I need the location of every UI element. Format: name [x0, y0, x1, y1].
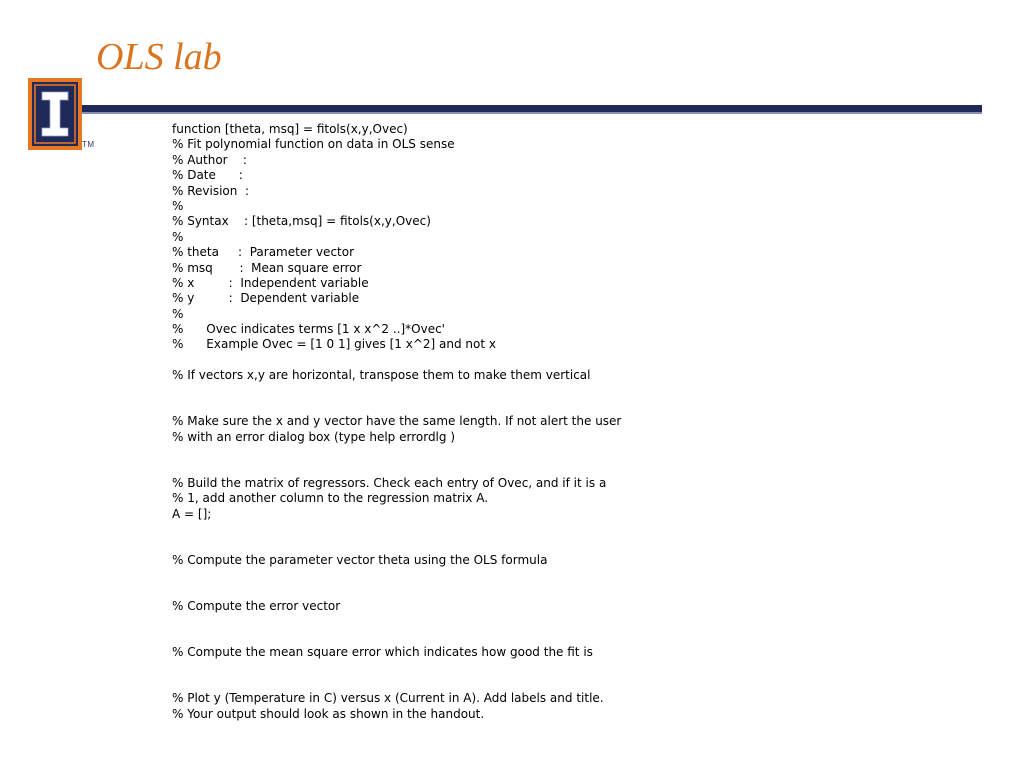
code-line: % msq : Mean square error: [172, 260, 362, 275]
code-line: [172, 538, 952, 553]
header-rule: [82, 105, 982, 112]
code-line: % x : Independent variable: [172, 275, 369, 290]
code-line: % with an error dialog box (type help errordlg ): [172, 429, 456, 444]
code-line: [172, 568, 952, 583]
header-rule-shadow: [82, 112, 982, 114]
code-line: % Date :: [172, 168, 243, 183]
code-line: % Author :: [172, 152, 247, 167]
code-line: [172, 584, 952, 599]
code-line: [172, 630, 952, 645]
code-line: function [theta, msq] = fitols(x,y,Ovec): [172, 122, 408, 136]
code-line: % Syntax : [theta,msq] = fitols(x,y,Ovec): [172, 214, 431, 229]
illinois-i-logo-icon: [28, 78, 82, 150]
code-line: % Compute the parameter vector theta using the OLS formula: [172, 552, 548, 567]
code-line: [172, 615, 952, 630]
code-line: % Ovec indicates terms [1 x x^2 ..]*Ovec': [172, 322, 445, 337]
code-line: % y : Dependent variable: [172, 291, 360, 306]
code-line: [172, 353, 952, 368]
code-line: %: [172, 229, 184, 244]
code-line: [172, 384, 952, 399]
trademark-label: TM: [82, 140, 95, 149]
code-line: [172, 676, 952, 691]
slide-title: OLS lab: [96, 36, 222, 78]
code-line: % Your output should look as shown in the handout.: [172, 706, 485, 721]
code-line: [172, 399, 952, 414]
code-line: % Compute the error vector: [172, 599, 341, 614]
code-line: [172, 445, 952, 460]
code-line: % Compute the mean square error which indicates how good the fit is: [172, 645, 593, 660]
code-line: [172, 522, 952, 537]
code-line: A = [];: [172, 506, 212, 521]
code-line: % Build the matrix of regressors. Check each entry of Ovec, and if it is a: [172, 475, 607, 490]
code-line: % If vectors x,y are horizontal, transpose them to make them vertical: [172, 368, 591, 383]
code-line: % theta : Parameter vector: [172, 245, 355, 260]
code-line: % Make sure the x and y vector have the same length. If not alert the user: [172, 414, 622, 429]
code-line: % Plot y (Temperature in C) versus x (Current in A). Add labels and title.: [172, 691, 604, 706]
code-line: [172, 461, 952, 476]
code-line: % 1, add another column to the regression matrix A.: [172, 491, 489, 506]
code-line: %: [172, 306, 184, 321]
code-line: % Fit polynomial function on data in OLS sense: [172, 137, 455, 152]
code-line: [172, 661, 952, 676]
code-line: % Revision :: [172, 183, 250, 198]
code-listing: [172, 122, 952, 722]
code-line: %: [172, 198, 184, 213]
code-line: % Example Ovec = [1 0 1] gives [1 x^2] and not x: [172, 337, 496, 352]
